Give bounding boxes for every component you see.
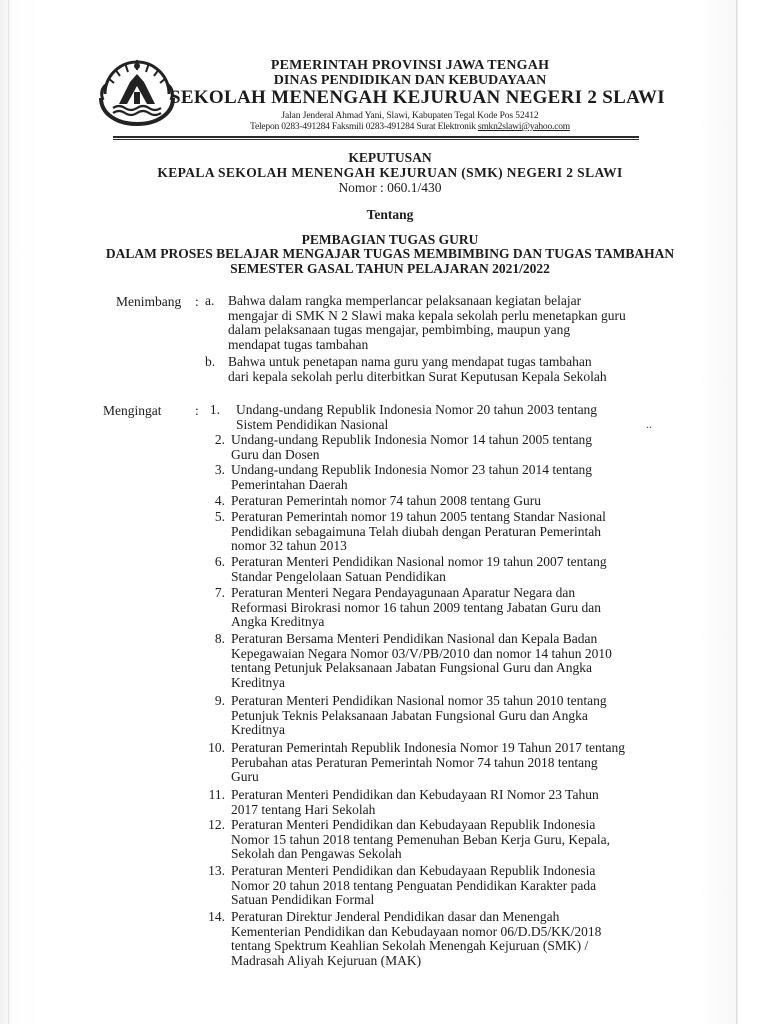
- stray-scan-mark: ..: [646, 417, 652, 431]
- decree-subject-line-3: SEMESTER GASAL TAHUN PELAJARAN 2021/2022: [230, 261, 550, 276]
- menimbang-text: Bahwa dalam rangka memperlancar pelaksanaan kegiatan belajar mengajar di SMK N 2 Slawi maka kepala sekolah perlu menetapkan guru dalam pelaksanaan tugas mengajar, pembimbing, maupun yang mendapat tugas tambahan: [228, 293, 626, 352]
- mengingat-text: Peraturan Menteri Pendidikan dan Kebudayaan RI Nomor 23 Tahun 2017 tentang Hari Sekolah: [231, 787, 599, 817]
- letterhead-school-name: SEKOLAH MENENGAH KEJURUAN NEGERI 2 SLAWI: [170, 87, 665, 108]
- decree-issuer: KEPALA SEKOLAH MENENGAH KEJURUAN (SMK) NEGERI 2 SLAWI: [157, 165, 623, 180]
- mengingat-marker: 12.: [208, 817, 225, 832]
- decree-number: Nomor : 060.1/430: [338, 180, 442, 195]
- mengingat-marker: 4.: [214, 493, 225, 508]
- mengingat-text: Peraturan Pemerintah nomor 19 tahun 2005 tentang Standar Nasional Pendidikan sebagaimuna Telah diubah dengan Peraturan Pemerintah nomor 32 tahun 2013: [231, 509, 606, 553]
- mengingat-text: Peraturan Bersama Menteri Pendidikan Nasional dan Kepala Badan Kepegawaian Negara Nomor 03/V/PB/2010 dan nomor 14 tahun 2010 tentang Petunjuk Pelaksanaan Jabatan Fungsional Guru dan Angka Kreditnya: [231, 631, 612, 690]
- mengingat-text: Peraturan Menteri Pendidikan Nasional nomor 35 tahun 2010 tentang Petunjuk Teknis Pelaksanaan Jabatan Fungsional Guru dan Angka Kreditnya: [231, 693, 607, 737]
- decree-about-label: Tentang: [366, 207, 414, 222]
- mengingat-marker: 7.: [214, 585, 225, 600]
- mengingat-label: Mengingat: [103, 403, 162, 418]
- menimbang-text: Bahwa untuk penetapan nama guru yang mendapat tugas tambahan dari kepala sekolah perlu diterbitkan Surat Keputusan Kepala Sekolah: [228, 354, 607, 384]
- mengingat-text: Peraturan Direktur Jenderal Pendidikan dasar dan Menengah Kementerian Pendidikan dan Kebudayaan nomor 06/D.D5/KK/2018 tentang Spektrum Keahlian Sekolah Menengah Kejuruan (SMK) / Madrasah Aliyah Kejuruan (MAK): [231, 909, 602, 968]
- mengingat-colon: :: [195, 403, 199, 418]
- mengingat-marker: 9.: [214, 693, 225, 708]
- provincial-crest-icon: [97, 54, 177, 128]
- letterhead-government: PEMERINTAH PROVINSI JAWA TENGAH: [270, 58, 550, 73]
- mengingat-marker: 3.: [214, 462, 225, 477]
- letterhead-department: DINAS PENDIDIKAN DAN KEBUDAYAAN: [273, 73, 547, 88]
- mengingat-marker: 11.: [208, 787, 225, 802]
- page-edge-left: [8, 0, 9, 1024]
- mengingat-text: Undang-undang Republik Indonesia Nomor 20 tahun 2003 tentang Sistem Pendidikan Nasional: [236, 402, 598, 432]
- mengingat-text: Peraturan Menteri Pendidikan dan Kebudayaan Republik Indonesia Nomor 15 tahun 2018 tentang Pemenuhan Beban Kerja Guru, Kepala, Sekolah dan Pengawas Sekolah: [231, 817, 611, 861]
- decree-heading: KEPUTUSAN: [348, 150, 432, 165]
- letterhead-contact: [180, 122, 640, 132]
- mengingat-marker: 2.: [214, 432, 225, 447]
- mengingat-text: Peraturan Menteri Pendidikan dan Kebudayaan Republik Indonesia Nomor 20 tahun 2018 tentang Penguatan Pendidikan Karakter pada Satuan Pendidikan Formal: [231, 863, 597, 907]
- mengingat-marker: 6.: [214, 554, 225, 569]
- mengingat-text: Undang-undang Republik Indonesia Nomor 23 tahun 2014 tentang Pemerintahan Daerah: [231, 462, 593, 492]
- mengingat-text: Undang-undang Republik Indonesia Nomor 14 tahun 2005 tentang Guru dan Dosen: [231, 432, 593, 462]
- page-edge-right: [736, 0, 737, 1024]
- mengingat-marker: 1.: [209, 402, 220, 417]
- mengingat-marker: 14.: [208, 909, 225, 924]
- mengingat-text: Peraturan Pemerintah nomor 74 tahun 2008 tentang Guru: [231, 493, 542, 508]
- menimbang-marker: b.: [205, 354, 216, 369]
- letterhead-address: Jalan Jenderal Ahmad Yani, Slawi, Kabupaten Tegal Kode Pos 52412: [281, 111, 539, 121]
- decree-subject-line-2: DALAM PROSES BELAJAR MENGAJAR TUGAS MEMBIMBING DAN TUGAS TAMBAHAN: [105, 246, 675, 261]
- contact-email-link[interactable]: smkn2slawi@yahoo.com: [477, 122, 570, 132]
- letterhead-rule-thin: [113, 139, 639, 140]
- contact-phone-fax: Telepon 0283-491284 Faksmili 0283-491284 Surat Elektronik: [250, 122, 478, 132]
- decree-subject-line-1: PEMBAGIAN TUGAS GURU: [301, 232, 479, 247]
- mengingat-marker: 8.: [214, 631, 225, 646]
- mengingat-marker: 13.: [208, 863, 225, 878]
- mengingat-marker: 5.: [214, 509, 225, 524]
- mengingat-marker: 10.: [208, 740, 225, 755]
- menimbang-label: Menimbang: [116, 294, 182, 309]
- mengingat-text: Peraturan Menteri Negara Pendayagunaan Aparatur Negara dan Reformasi Birokrasi nomor 16 tahun 2009 tentang Jabatan Guru dan Angka Kreditnya: [231, 585, 602, 629]
- menimbang-marker: a.: [205, 293, 215, 308]
- mengingat-text: Peraturan Menteri Pendidikan Nasional nomor 19 tahun 2007 tentang Standar Pengelolaan Satuan Pendidikan: [231, 554, 607, 584]
- menimbang-colon: :: [195, 294, 199, 309]
- mengingat-text: Peraturan Pemerintah Republik Indonesia Nomor 19 Tahun 2017 tentang Perubahan atas Peraturan Pemerintah Nomor 74 tahun 2018 tentang Guru: [231, 740, 625, 784]
- letterhead-rule-thick: [113, 136, 639, 138]
